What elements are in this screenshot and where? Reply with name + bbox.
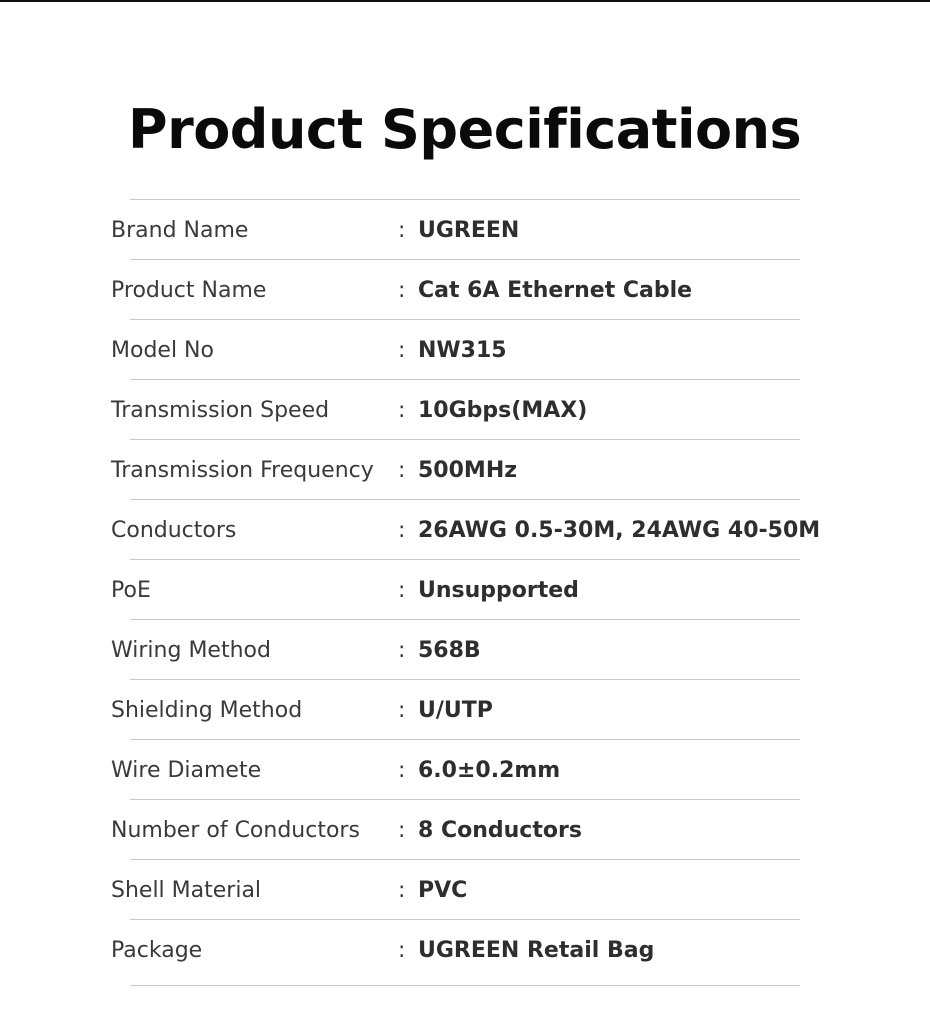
spec-label: Conductors — [111, 518, 237, 543]
spec-value: Unsupported — [418, 578, 579, 603]
spec-separator: : — [398, 638, 406, 663]
spec-table — [0, 199, 930, 979]
spec-label: Shell Material — [111, 878, 262, 903]
spec-value: 8 Conductors — [418, 818, 582, 843]
spec-label: Package — [111, 938, 203, 963]
spec-value: Cat 6A Ethernet Cable — [418, 278, 693, 303]
spec-separator: : — [398, 578, 406, 603]
spec-separator: : — [398, 218, 406, 243]
top-border-line — [0, 0, 930, 2]
spec-label: Brand Name — [111, 218, 249, 243]
bottom-divider — [130, 985, 800, 986]
spec-separator: : — [398, 398, 406, 423]
spec-label: Model No — [111, 338, 214, 363]
spec-value: 568B — [418, 638, 481, 663]
spec-row-wiring-method — [0, 619, 930, 679]
spec-separator: : — [398, 698, 406, 723]
spec-value: NW315 — [418, 338, 507, 363]
spec-label: Wire Diamete — [111, 758, 262, 783]
spec-row-number-of-conductors — [0, 799, 930, 859]
spec-separator: : — [398, 278, 406, 303]
spec-value: UGREEN Retail Bag — [418, 938, 655, 963]
spec-separator: : — [398, 818, 406, 843]
spec-row-poe — [0, 559, 930, 619]
spec-row-package — [0, 919, 930, 979]
spec-separator: : — [398, 338, 406, 363]
spec-separator: : — [398, 938, 406, 963]
spec-label: PoE — [111, 578, 151, 603]
spec-row-shell-material — [0, 859, 930, 919]
spec-label: Wiring Method — [111, 638, 271, 663]
spec-row-wire-diameter — [0, 739, 930, 799]
spec-label: Transmission Frequency — [111, 458, 374, 483]
spec-row-shielding-method — [0, 679, 930, 739]
spec-value: 10Gbps(MAX) — [418, 398, 588, 423]
spec-value: 500MHz — [418, 458, 518, 483]
spec-row-brand-name — [0, 199, 930, 259]
spec-label: Shielding Method — [111, 698, 303, 723]
spec-row-conductors — [0, 499, 930, 559]
spec-value: 6.0±0.2mm — [418, 758, 561, 783]
spec-value: UGREEN — [418, 218, 520, 243]
spec-row-product-name — [0, 259, 930, 319]
spec-value: PVC — [418, 878, 468, 903]
spec-separator: : — [398, 878, 406, 903]
spec-label: Product Name — [111, 278, 267, 303]
spec-label: Number of Conductors — [111, 818, 360, 843]
spec-separator: : — [398, 458, 406, 483]
spec-value: 26AWG 0.5-30M, 24AWG 40-50M — [418, 518, 821, 543]
spec-separator: : — [398, 758, 406, 783]
spec-row-transmission-frequency — [0, 439, 930, 499]
spec-label: Transmission Speed — [111, 398, 330, 423]
spec-separator: : — [398, 518, 406, 543]
spec-value: U/UTP — [418, 698, 493, 723]
spec-row-model-no — [0, 319, 930, 379]
page-title: Product Specifications — [128, 98, 802, 161]
spec-row-transmission-speed — [0, 379, 930, 439]
